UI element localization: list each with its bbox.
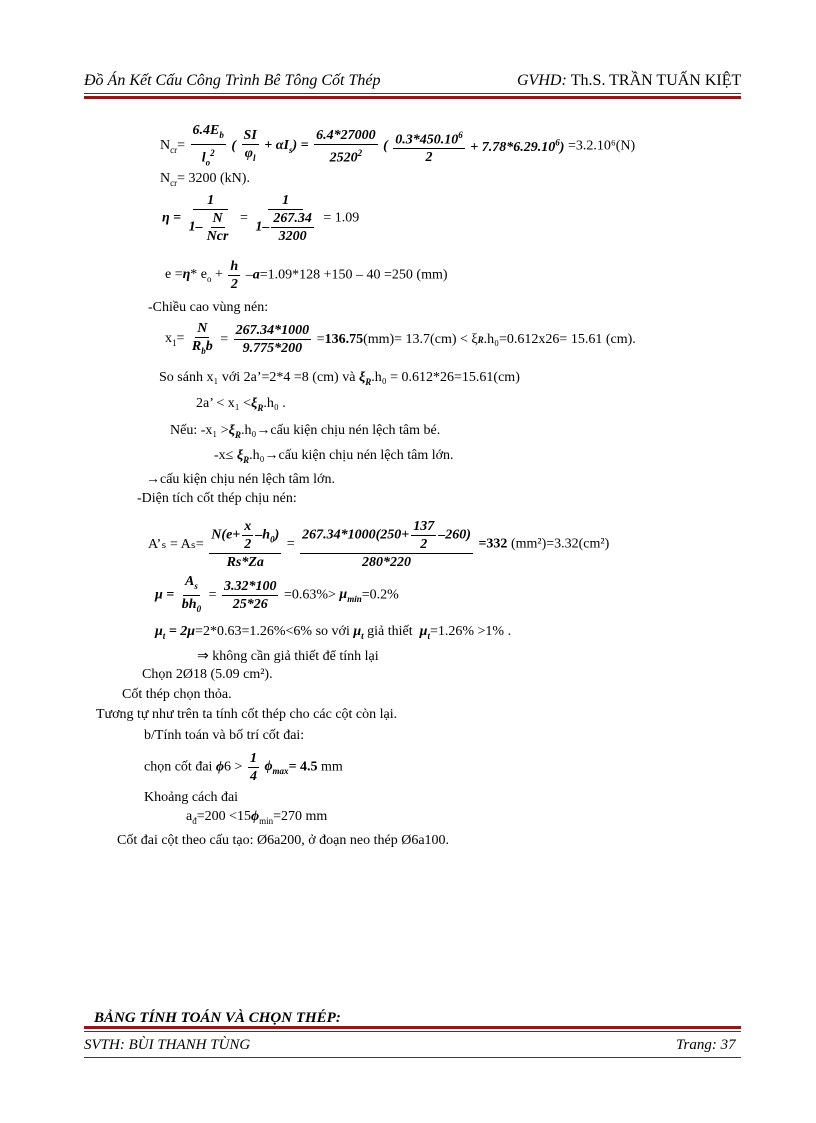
stirrup-line: chọn cốt đai ϕ6 > $\frac{1}{4}$ $\phi_{max}= 4.5$ mm [144, 751, 343, 784]
as-result: =332 [478, 536, 508, 552]
header-left: Đồ Án Kết Cấu Công Trình Bê Tông Cốt Thép [84, 72, 381, 89]
header-right-prefix: GVHD: [517, 72, 567, 89]
header-right-name: Th.S. TRẦN TUẤN KIỆT [570, 72, 742, 89]
footer-student: SVTH: BÙI THANH TÙNG [84, 1037, 251, 1053]
footer-rule-thick [84, 1026, 741, 1029]
ineq-line: 2a’ < $x_1 <\xi_R.h_0$ . [196, 396, 286, 413]
x1-result: 136.75 [324, 331, 364, 347]
eta-formula: η = 1 1– $\frac{N}{\text{Ncr}}$ = 1 1– $\frac{267.34}{3200}$ = 1.09 [162, 193, 360, 244]
ncr-kn-line: $N_{cr}= 3200$ (kN). [160, 171, 250, 188]
header-rule-thick [84, 96, 741, 99]
similar-note: Tương tự như trên ta tính cốt thép cho các cột còn lại. [96, 707, 398, 722]
ncr-result: =3.2.10⁶(N) [567, 138, 636, 154]
footer-rule-thin [84, 1031, 741, 1032]
mu-formula: μ = $\frac{A_s}{bh_0}$ = $\frac{3.32*100}{25*26}$ $=0.63\%> \mu_{min}=0.2\%$ [155, 574, 399, 614]
table-title: BẢNG TÍNH TOÁN VÀ CHỌN THÉP: [94, 1010, 341, 1026]
stirrup-section: b/Tính toán và bố trí cốt đai: [144, 728, 305, 743]
header-right [517, 72, 741, 90]
spacing-label: Khoảng cách đai [144, 790, 239, 805]
ncr-formula: $N_{cr}=$ $\frac{6.4E_b}{l_o^2}$ ( $\frac{SI}{\varphi_l}$ + $\alpha I_s$) = $\frac{6.4*27000}{2520^2}$ ( $\frac{0.3*450.10^6}{2}$ + $7.78*6.29.10^6) =3.2.10^6(N)$ [160, 123, 636, 168]
if-bigger-line: Nếu: $-x_1 >\xi_R.h_0\to cấu$ kiện chịu nén lệch tâm bé. [170, 423, 441, 440]
compare-line: So sánh x₁ với 2a’=2*4 =8 (cm) và $\xi_R.h_0 = 0.612*26=15.61(cm)$ [159, 370, 520, 387]
footer-page: Trang: 37 [676, 1037, 736, 1053]
choose-bars: Chọn 2Ø18 (5.09 cm²). [142, 667, 273, 682]
conclusion: →cấu kiện chịu nén lệch tâm lớn. [146, 472, 335, 487]
rebar-ok: Cốt thép chọn thỏa. [122, 687, 232, 702]
as-formula: A’ₛ = Aₛ= N(e+ $\frac{x}{2}$ $-h_0$) Rs*Za = 267.34*1000(250+ $\frac{137}{2}$ –260) 280*220 =332 (mm²)=3.32(cm²) [148, 519, 610, 570]
no-assume: ⇒ không cần giả thiết để tính lại [197, 649, 379, 664]
mut-line: $\mu_t = 2\mu=2*0.63=1.26\%<6\%$ so với $\mu_t$ giả thiết $\mu_t=1.26\% >1\%$ . [155, 624, 512, 641]
area-label: -Diện tích cốt thép chịu nén: [137, 491, 297, 506]
x1-formula: $x_1=$ $\frac{N}{R_bb}$ = $\frac{267.34*1000}{9.775*200}$ =136.75(mm)= 13.7(cm) < ξR.h₀=0.612x26= 15.61 (cm). [165, 321, 636, 357]
if-smaller-line: $-x\le \xi_R.h_0\to cấu$ kiện chịu nén lệch tâm lớn. [214, 448, 454, 465]
e-calc: =1.09*128 +150 – 40 =250 (mm) [259, 267, 448, 283]
header-rule-thin [84, 93, 741, 94]
footer-bottom-rule [84, 1057, 741, 1058]
e-line: e =η* $e_o$ + $\frac{h}{2}$ –a=1.09*128 +150 – 40 =250 (mm) [165, 259, 448, 292]
eta-result: = 1.09 [323, 210, 360, 226]
construct-note: Cốt đai cột theo cấu tạo: Ø6a200, ở đoạn neo thép Ø6a100. [117, 833, 450, 848]
height-label: -Chiều cao vùng nén: [148, 300, 269, 315]
spacing-line: $a_đ=200 <15\phi_{min}=270$ mm [186, 809, 328, 826]
